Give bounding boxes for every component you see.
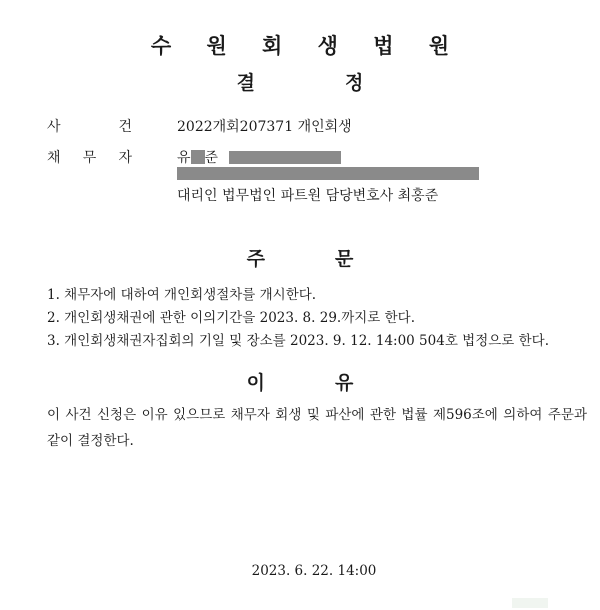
decision-heading xyxy=(0,68,600,95)
reason-text: 이 사건 신청은 이유 있으므로 채무자 회생 및 파산에 관한 법률 제596조에 의하여 주문과 같이 결정한다. xyxy=(47,407,587,449)
order-item-3: 3. 개인회생채권자집회의 기일 및 장소를 2023. 9. 12. 14:00 504호 법정으로 한다. xyxy=(47,333,549,349)
address-redaction-line xyxy=(177,167,479,180)
case-value: 2022개회207371 개인회생 xyxy=(177,119,352,135)
agent-line: 대리인 법무법인 파트원 담당변호사 최홍준 xyxy=(177,188,439,204)
court-title: 수 원 회 생 법 원 xyxy=(150,34,464,58)
case-label: 사 건 xyxy=(47,119,132,135)
debtor-label: 채 무 자 xyxy=(47,150,132,166)
debtor-name xyxy=(177,147,341,167)
decision-heading-char-1: 결 xyxy=(236,72,255,94)
decision-heading-char-2: 정 xyxy=(345,72,364,94)
reason-heading: 이 유 xyxy=(246,372,354,394)
address-redaction xyxy=(229,151,341,164)
watermark-mark xyxy=(510,596,550,610)
order-item-1: 1. 채무자에 대하여 개인회생절차를 개시한다. xyxy=(47,287,317,303)
name-redaction xyxy=(191,150,205,164)
debtor-name-first: 유 xyxy=(177,150,191,166)
order-heading: 주 문 xyxy=(246,248,354,270)
decision-date: 2023. 6. 22. 14:00 xyxy=(251,563,377,579)
order-item-2: 2. 개인회생채권에 관한 이의기간을 2023. 8. 29.까지로 한다. xyxy=(47,310,415,326)
debtor-name-last: 준 xyxy=(204,150,219,166)
